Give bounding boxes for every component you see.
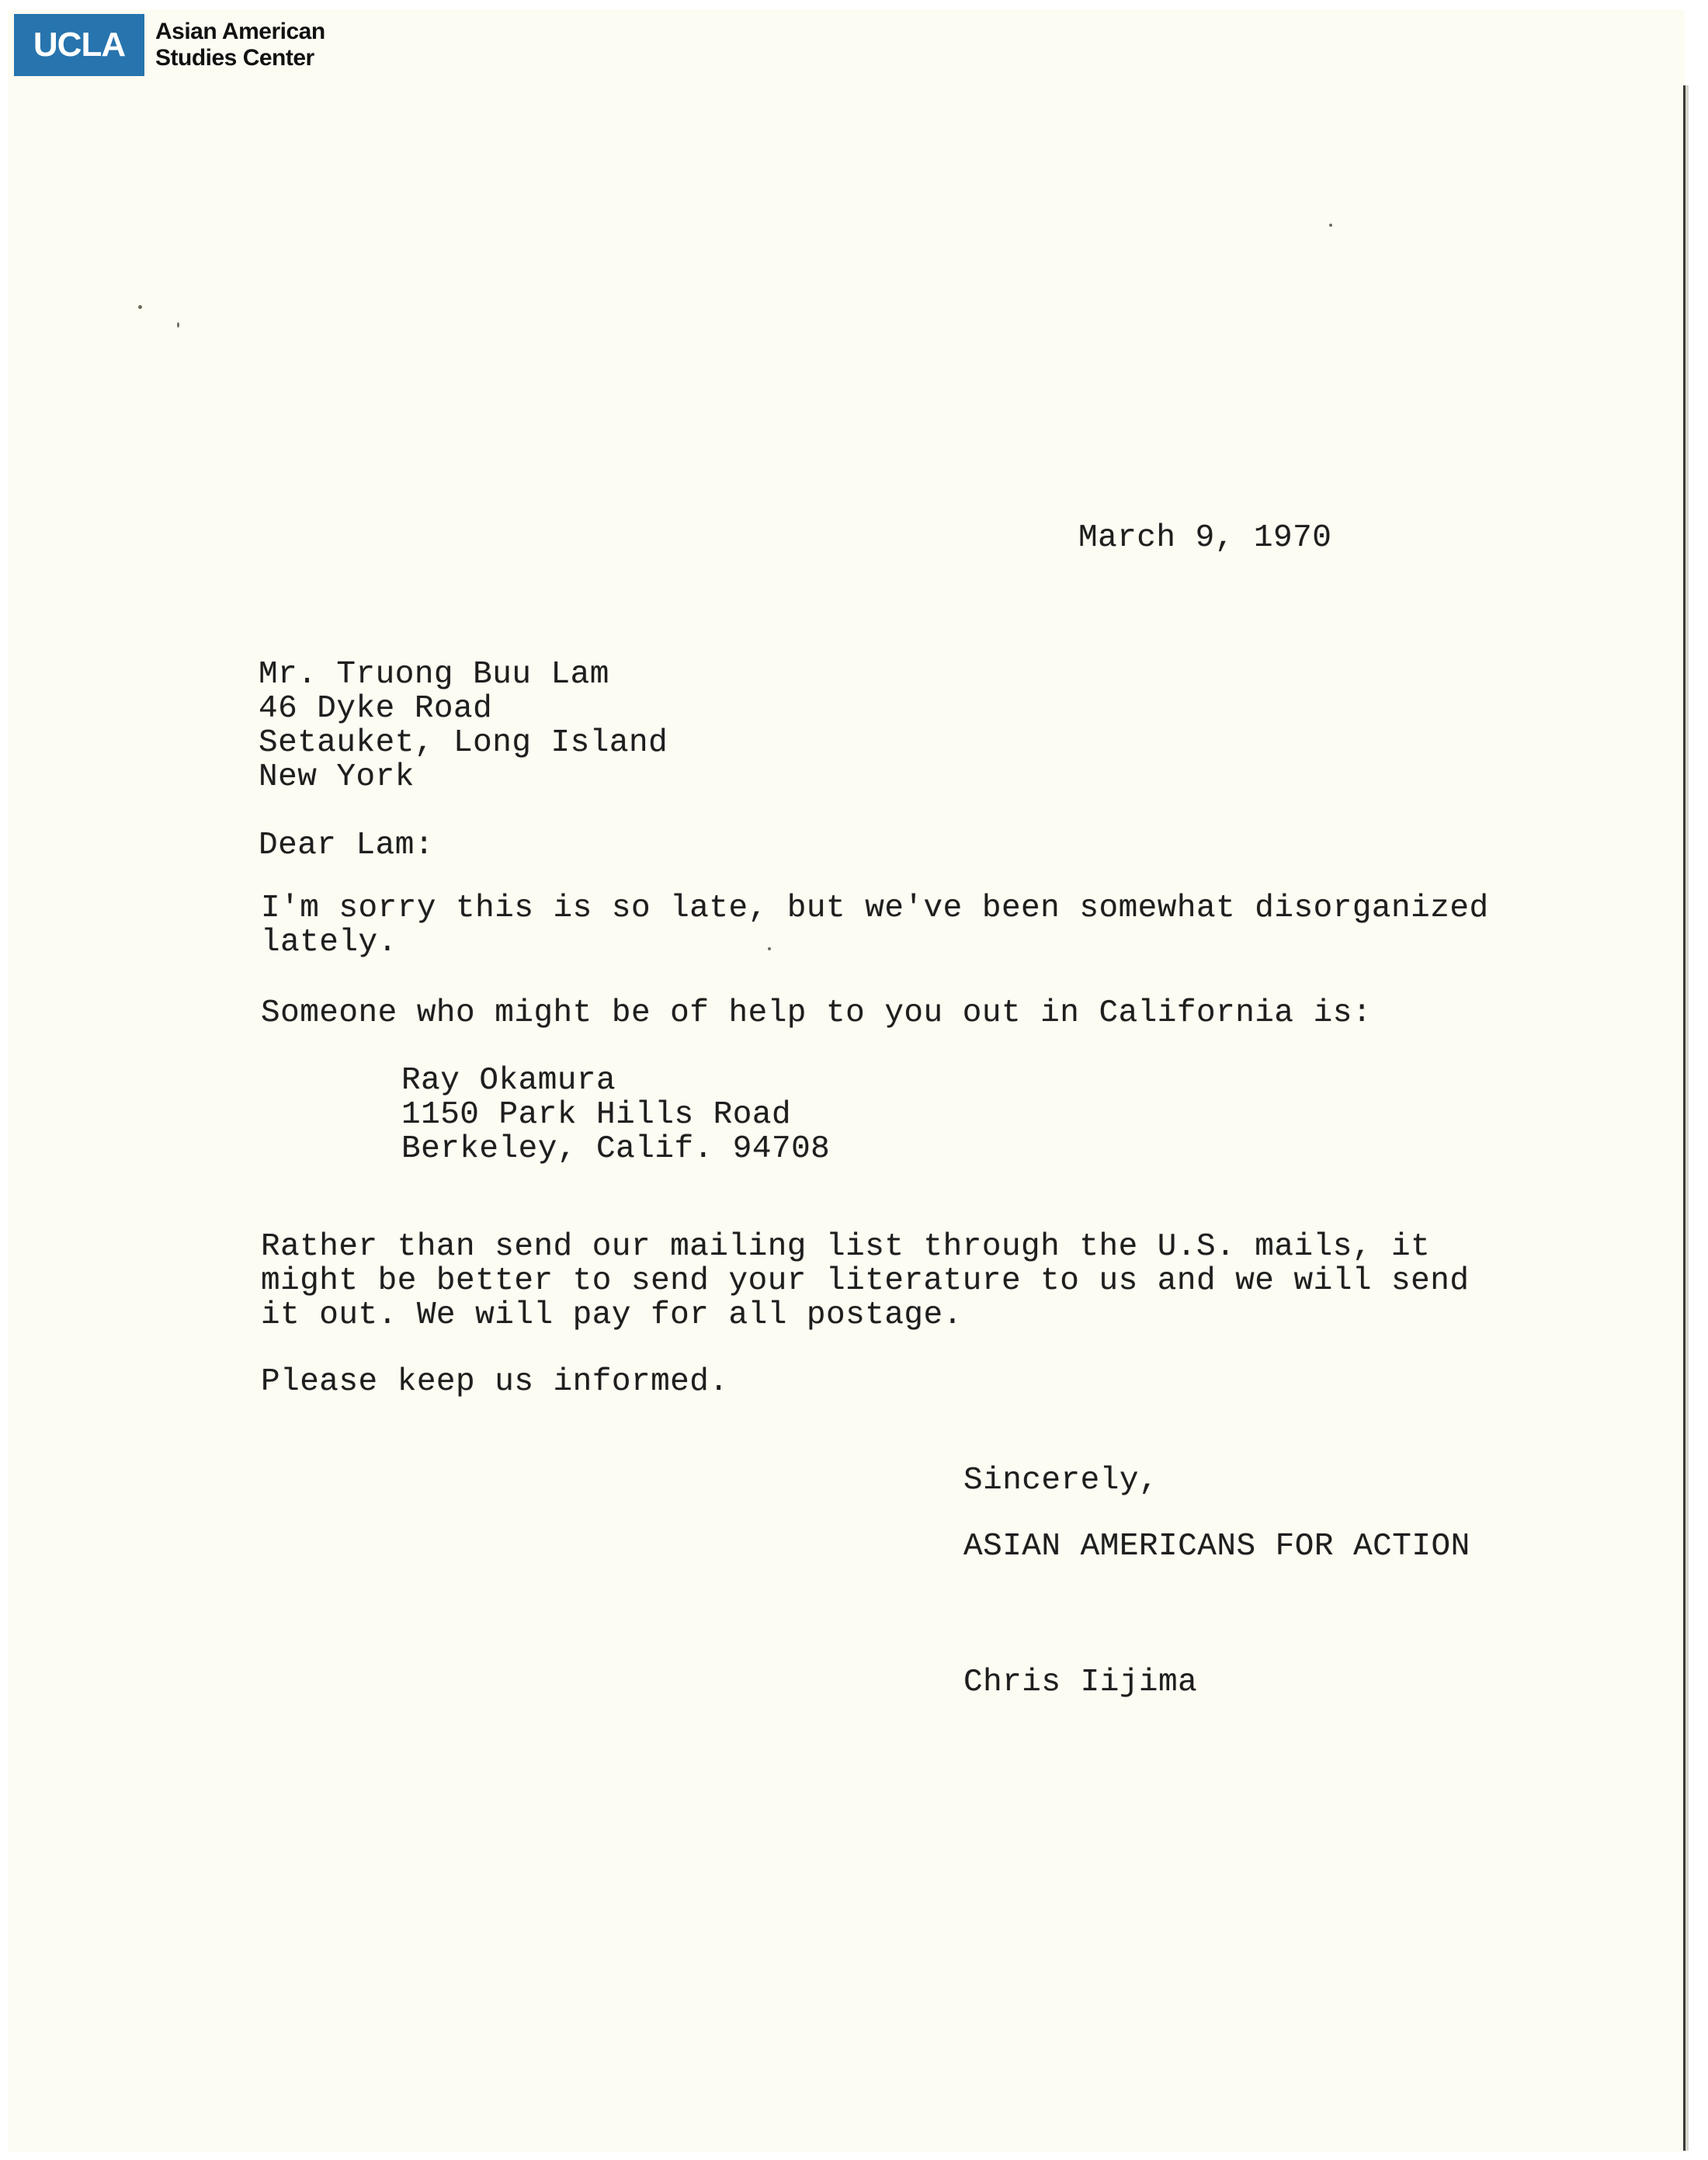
paragraph-line: lately. <box>261 925 397 960</box>
contact-line: Berkeley, Calif. 94708 <box>401 1131 831 1167</box>
contact-address <box>401 1064 830 1166</box>
paragraph-line: Rather than send our mailing list through the U.S. mails, it <box>261 1229 1431 1265</box>
logo-line-1: Asian American <box>155 19 325 44</box>
closing: Sincerely, <box>963 1463 1159 1498</box>
signature-name: Chris Iijima <box>963 1665 1198 1700</box>
ucla-logo-mark: UCLA <box>14 14 144 76</box>
contact-line: 1150 Park Hills Road <box>401 1097 792 1133</box>
paragraph-keep-informed: Please keep us informed. <box>261 1364 729 1400</box>
recipient-line: 46 Dyke Road <box>259 691 493 727</box>
paragraph-apology <box>261 891 1489 960</box>
salutation: Dear Lam: <box>259 828 434 863</box>
paper-speck <box>1329 224 1332 227</box>
organization-name: ASIAN AMERICANS FOR ACTION <box>963 1529 1470 1564</box>
logo-line-2: Studies Center <box>155 45 314 71</box>
paragraph-mailing-list <box>261 1230 1469 1332</box>
paragraph-line: might be better to send your literature to us and we will send <box>261 1263 1470 1299</box>
logo-center-name <box>155 19 325 71</box>
paragraph-line: I'm sorry this is so late, but we've been somewhat disorganized <box>261 891 1489 926</box>
letter-page <box>8 9 1685 2152</box>
page-edge-shadow <box>1685 85 1689 2151</box>
paper-speck <box>138 305 142 309</box>
recipient-line: New York <box>259 759 415 795</box>
paragraph-referral: Someone who might be of help to you out in California is: <box>261 995 1372 1031</box>
recipient-address <box>259 658 668 794</box>
recipient-line: Setauket, Long Island <box>259 725 668 761</box>
ucla-aasc-logo <box>14 14 325 76</box>
contact-line: Ray Okamura <box>401 1063 616 1099</box>
paper-speck <box>177 322 179 328</box>
letter-date: March 9, 1970 <box>1078 520 1332 556</box>
paragraph-line: it out. We will pay for all postage. <box>261 1297 963 1333</box>
recipient-line: Mr. Truong Buu Lam <box>259 657 609 693</box>
